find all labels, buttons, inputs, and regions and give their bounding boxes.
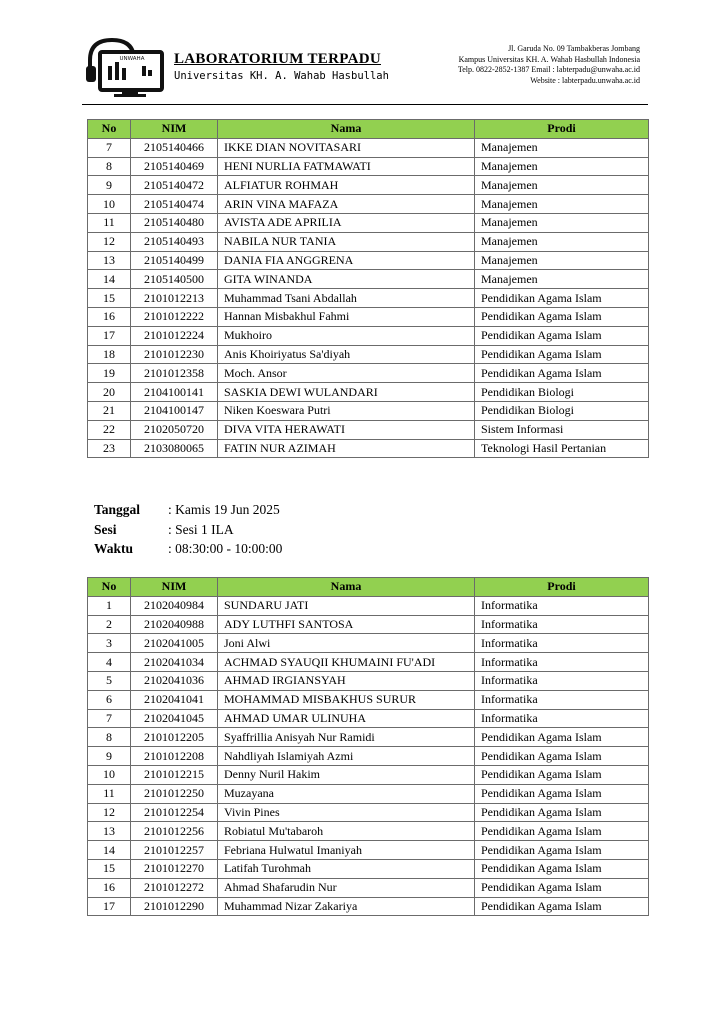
table-row [88, 784, 649, 803]
cell-nama: Denny Nuril Hakim [218, 765, 475, 784]
cell-nama: GITA WINANDA [218, 270, 475, 289]
cell-prodi: Informatika [475, 634, 649, 653]
cell-nama: Moch. Ansor [218, 364, 475, 383]
campus-line: Kampus Universitas KH. A. Wahab Hasbullah Indonesia [458, 54, 640, 64]
cell-nama: Hannan Misbakhul Fahmi [218, 307, 475, 326]
cell-prodi: Informatika [475, 709, 649, 728]
cell-nama: AHMAD IRGIANSYAH [218, 671, 475, 690]
tanggal-value: : Kamis 19 Jun 2025 [168, 502, 280, 517]
table-row [88, 747, 649, 766]
table-row [88, 822, 649, 841]
header-divider [82, 104, 648, 105]
table-row [88, 307, 649, 326]
cell-no: 13 [88, 822, 131, 841]
cell-prodi: Manajemen [475, 213, 649, 232]
cell-nama: Vivin Pines [218, 803, 475, 822]
table-row [88, 138, 649, 157]
cell-prodi: Manajemen [475, 195, 649, 214]
cell-prodi: Informatika [475, 615, 649, 634]
cell-nim: 2101012272 [131, 878, 218, 897]
cell-prodi: Manajemen [475, 270, 649, 289]
cell-no: 10 [88, 765, 131, 784]
cell-nim: 2103080065 [131, 439, 218, 458]
header-prodi: Prodi [475, 120, 649, 139]
cell-nama: ALFIATUR ROHMAH [218, 176, 475, 195]
cell-prodi: Pendidikan Agama Islam [475, 841, 649, 860]
cell-nama: IKKE DIAN NOVITASARI [218, 138, 475, 157]
cell-prodi: Manajemen [475, 232, 649, 251]
cell-nama: ACHMAD SYAUQII KHUMAINI FU'ADI [218, 653, 475, 672]
cell-no: 13 [88, 251, 131, 270]
cell-nama: SASKIA DEWI WULANDARI [218, 383, 475, 402]
table-row [88, 326, 649, 345]
cell-nim: 2101012257 [131, 841, 218, 860]
header-prodi: Prodi [475, 578, 649, 597]
table-row [88, 596, 649, 615]
cell-no: 11 [88, 213, 131, 232]
table-row [88, 401, 649, 420]
cell-nim: 2104100141 [131, 383, 218, 402]
cell-prodi: Manajemen [475, 138, 649, 157]
cell-nim: 2101012254 [131, 803, 218, 822]
cell-nim: 2102041005 [131, 634, 218, 653]
header-no: No [88, 120, 131, 139]
cell-prodi: Pendidikan Agama Islam [475, 897, 649, 916]
cell-nim: 2105140480 [131, 213, 218, 232]
cell-nama: Joni Alwi [218, 634, 475, 653]
cell-nama: AVISTA ADE APRILIA [218, 213, 475, 232]
cell-prodi: Pendidikan Agama Islam [475, 747, 649, 766]
phone-email-line: Telp. 0822-2852-1387 Email : labterpadu@unwaha.ac.id [457, 65, 640, 74]
cell-no: 17 [88, 326, 131, 345]
cell-nim: 2101012270 [131, 859, 218, 878]
cell-nim: 2102041034 [131, 653, 218, 672]
table-row [88, 653, 649, 672]
table-row [88, 345, 649, 364]
cell-nim: 2102040988 [131, 615, 218, 634]
cell-prodi: Pendidikan Agama Islam [475, 803, 649, 822]
cell-nim: 2101012290 [131, 897, 218, 916]
cell-no: 15 [88, 289, 131, 308]
cell-nama: Muhammad Tsani Abdallah [218, 289, 475, 308]
cell-nama: Muhammad Nizar Zakariya [218, 897, 475, 916]
cell-nim: 2102050720 [131, 420, 218, 439]
cell-no: 22 [88, 420, 131, 439]
cell-no: 8 [88, 728, 131, 747]
cell-no: 16 [88, 878, 131, 897]
cell-no: 7 [88, 138, 131, 157]
cell-no: 17 [88, 897, 131, 916]
header-no: No [88, 578, 131, 597]
tanggal-row [94, 500, 282, 520]
cell-nim: 2102040984 [131, 596, 218, 615]
cell-prodi: Pendidikan Agama Islam [475, 345, 649, 364]
contact-info [458, 44, 640, 86]
cell-nim: 2105140472 [131, 176, 218, 195]
table-row [88, 765, 649, 784]
lab-subtitle: Universitas KH. A. Wahab Hasbullah [174, 70, 389, 82]
cell-prodi: Pendidikan Agama Islam [475, 364, 649, 383]
cell-nama: SUNDARU JATI [218, 596, 475, 615]
cell-no: 20 [88, 383, 131, 402]
cell-nama: Latifah Turohmah [218, 859, 475, 878]
cell-nim: 2101012205 [131, 728, 218, 747]
cell-prodi: Manajemen [475, 176, 649, 195]
cell-prodi: Pendidikan Agama Islam [475, 307, 649, 326]
cell-nim: 2101012222 [131, 307, 218, 326]
cell-prodi: Pendidikan Agama Islam [475, 878, 649, 897]
cell-no: 8 [88, 157, 131, 176]
table-row [88, 728, 649, 747]
cell-prodi: Informatika [475, 653, 649, 672]
cell-nama: Robiatul Mu'tabaroh [218, 822, 475, 841]
cell-nama: Mukhoiro [218, 326, 475, 345]
table-row [88, 232, 649, 251]
cell-no: 1 [88, 596, 131, 615]
cell-nama: Nahdliyah Islamiyah Azmi [218, 747, 475, 766]
cell-no: 14 [88, 841, 131, 860]
tanggal-label: Tanggal [94, 502, 141, 517]
cell-no: 19 [88, 364, 131, 383]
table-row [88, 615, 649, 634]
cell-prodi: Pendidikan Agama Islam [475, 784, 649, 803]
cell-prodi: Pendidikan Biologi [475, 383, 649, 402]
table-header-row [88, 578, 649, 597]
table-row [88, 634, 649, 653]
cell-nim: 2105140500 [131, 270, 218, 289]
cell-nama: ADY LUTHFI SANTOSA [218, 615, 475, 634]
table-row [88, 383, 649, 402]
waktu-value: : 08:30:00 - 10:00:00 [168, 541, 283, 556]
cell-nim: 2101012250 [131, 784, 218, 803]
cell-nim: 2105140499 [131, 251, 218, 270]
cell-prodi: Pendidikan Agama Islam [475, 289, 649, 308]
table-row [88, 671, 649, 690]
cell-prodi: Manajemen [475, 157, 649, 176]
cell-nama: Niken Koeswara Putri [218, 401, 475, 420]
table-row [88, 878, 649, 897]
cell-nim: 2105140469 [131, 157, 218, 176]
cell-no: 9 [88, 176, 131, 195]
cell-nama: DANIA FIA ANGGRENA [218, 251, 475, 270]
cell-nim: 2105140493 [131, 232, 218, 251]
cell-nim: 2102041045 [131, 709, 218, 728]
table-row [88, 841, 649, 860]
sesi-value: : Sesi 1 ILA [168, 521, 234, 537]
table-row [88, 195, 649, 214]
cell-nama: Muzayana [218, 784, 475, 803]
cell-no: 23 [88, 439, 131, 458]
lab-logo [82, 36, 166, 98]
table-row [88, 270, 649, 289]
cell-prodi: Pendidikan Agama Islam [475, 728, 649, 747]
cell-nim: 2105140474 [131, 195, 218, 214]
cell-no: 12 [88, 232, 131, 251]
cell-prodi: Pendidikan Agama Islam [475, 859, 649, 878]
header-nama: Nama [218, 120, 475, 139]
cell-nama: MOHAMMAD MISBAKHUS SURUR [218, 690, 475, 709]
cell-prodi: Pendidikan Agama Islam [475, 765, 649, 784]
cell-nama: HENI NURLIA FATMAWATI [218, 157, 475, 176]
cell-nama: NABILA NUR TANIA [218, 232, 475, 251]
cell-prodi: Teknologi Hasil Pertanian [475, 439, 649, 458]
cell-prodi: Informatika [475, 596, 649, 615]
cell-nim: 2102041041 [131, 690, 218, 709]
table-row [88, 251, 649, 270]
cell-nim: 2101012224 [131, 326, 218, 345]
cell-no: 15 [88, 859, 131, 878]
cell-no: 14 [88, 270, 131, 289]
table-row [88, 289, 649, 308]
lab-title: LABORATORIUM TERPADU [174, 51, 381, 67]
cell-no: 21 [88, 401, 131, 420]
header-nim: NIM [131, 578, 218, 597]
cell-no: 2 [88, 615, 131, 634]
cell-nim: 2101012213 [131, 289, 218, 308]
letterhead [82, 36, 642, 106]
website-line: Website : labterpadu.unwaha.ac.id [530, 75, 640, 85]
table-row [88, 690, 649, 709]
cell-nim: 2104100147 [131, 401, 218, 420]
cell-no: 12 [88, 803, 131, 822]
cell-nama: AHMAD UMAR ULINUHA [218, 709, 475, 728]
header-nama: Nama [218, 578, 475, 597]
cell-nim: 2101012256 [131, 822, 218, 841]
table-row [88, 803, 649, 822]
cell-nama: Ahmad Shafarudin Nur [218, 878, 475, 897]
cell-nama: Anis Khoiriyatus Sa'diyah [218, 345, 475, 364]
cell-no: 5 [88, 671, 131, 690]
cell-prodi: Informatika [475, 671, 649, 690]
cell-no: 9 [88, 747, 131, 766]
table-row [88, 439, 649, 458]
cell-prodi: Pendidikan Agama Islam [475, 822, 649, 841]
cell-no: 6 [88, 690, 131, 709]
cell-nim: 2101012208 [131, 747, 218, 766]
table-row [88, 364, 649, 383]
cell-nim: 2101012358 [131, 364, 218, 383]
cell-nim: 2101012215 [131, 765, 218, 784]
cell-prodi: Pendidikan Agama Islam [475, 326, 649, 345]
table-row [88, 897, 649, 916]
cell-nama: Febriana Hulwatul Imaniyah [218, 841, 475, 860]
waktu-row [94, 539, 282, 559]
table-row [88, 709, 649, 728]
table-row [88, 213, 649, 232]
table-row [88, 176, 649, 195]
cell-nama: DIVA VITA HERAWATI [218, 420, 475, 439]
waktu-label: Waktu [94, 541, 134, 556]
table-row [88, 420, 649, 439]
sesi-label: Sesi [94, 521, 117, 537]
participant-table-1 [87, 119, 649, 458]
sesi-row [94, 520, 282, 540]
cell-nama: ARIN VINA MAFAZA [218, 195, 475, 214]
cell-nim: 2101012230 [131, 345, 218, 364]
cell-no: 16 [88, 307, 131, 326]
session-info [94, 500, 282, 559]
cell-prodi: Pendidikan Biologi [475, 401, 649, 420]
table-row [88, 157, 649, 176]
cell-no: 3 [88, 634, 131, 653]
cell-no: 18 [88, 345, 131, 364]
header-nim: NIM [131, 120, 218, 139]
participant-table-2 [87, 577, 649, 916]
cell-prodi: Sistem Informasi [475, 420, 649, 439]
cell-prodi: Manajemen [475, 251, 649, 270]
cell-no: 4 [88, 653, 131, 672]
cell-nama: FATIN NUR AZIMAH [218, 439, 475, 458]
address-line: Jl. Garuda No. 09 Tambakberas Jombang [508, 44, 640, 53]
cell-no: 10 [88, 195, 131, 214]
cell-nim: 2102041036 [131, 671, 218, 690]
cell-no: 7 [88, 709, 131, 728]
logo-text: UNWAHA [119, 56, 145, 62]
cell-nama: Syaffrillia Anisyah Nur Ramidi [218, 728, 475, 747]
cell-no: 11 [88, 784, 131, 803]
cell-nim: 2105140466 [131, 138, 218, 157]
table-row [88, 859, 649, 878]
table-header-row [88, 120, 649, 139]
cell-prodi: Informatika [475, 690, 649, 709]
